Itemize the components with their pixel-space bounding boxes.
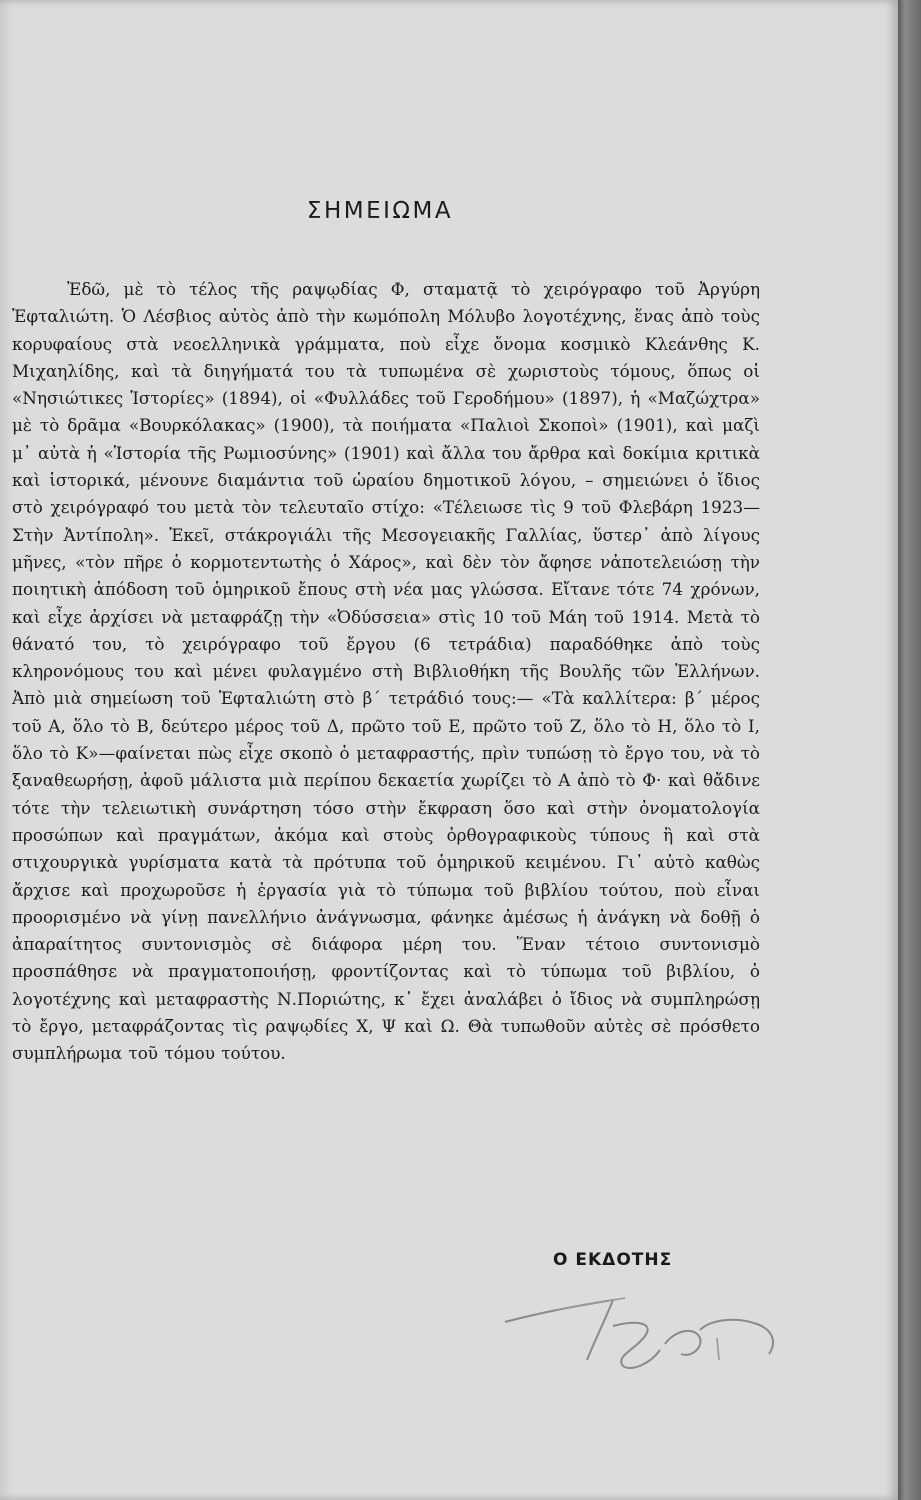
page-edge [898, 0, 921, 1500]
page-title: ΣΗΜΕΙΩΜΑ [306, 198, 454, 224]
handwritten-signature-icon [495, 1280, 785, 1390]
body-paragraph: Ἐδῶ, μὲ τὸ τέλος τῆς ραψῳδίας Φ, σταματᾷ τὸ χειρόγραφο τοῦ Ἀργύρη Ἐφταλιώτη. Ὁ Λέσβιος αὐτὸς ἀπὸ τὴν κωμόπολη Μόλυβο λογοτέχνης, ἕνας ἀπὸ τοὺς κορυφαίους στὰ νεοελληνικὰ γράμματα, ποὺ εἶχε ὄνομα κοσμικὸ Κλεάνθης Κ. Μιχαηλίδης, καὶ τὰ διηγήματά του τὰ τυπωμένα σὲ χωριστοὺς τόμους, ὅπως οἱ «Νησιώτικες Ἱστορίες» (1894), οἱ «Φυλλάδες τοῦ Γεροδήμου» (1897), ἡ «Μαζώχτρα» μὲ τὸ δρᾶμα «Βουρκόλακας» (1900), τὰ ποιήματα «Παλιοὶ Σκοποὶ» (1901), καὶ μαζὶ μ᾿ αὐτὰ ἡ «Ἱστορία τῆς Ρωμιοσύνης» (1901) καὶ ἄλλα του ἄρθρα καὶ δοκίμια κριτικὰ καὶ ἱστορικά, μένουνε διαμάντια τοῦ ὡραίου δημοτικοῦ λόγου, – σημειώνει ὁ ἴδιος στὸ χειρόγραφό του μετὰ τὸν τελευταῖο στίχο: «Τέλειωσε τὶς 9 τοῦ Φλεβάρη 1923—Στὴν Ἀντίπολη». Ἐκεῖ, στάκρογιάλι τῆς Μεσογειακῆς Γαλλίας, ὕστερ᾿ ἀπὸ λίγους μῆνες, «τὸν πῆρε ὁ κορμοτεντωτὴς ὁ Χάρος», καὶ δὲν τὸν ἄφησε νἀποτελειώσῃ τὴν ποιητικὴ ἀπόδοση τοῦ ὁμηρικοῦ ἔπους στὴ νέα μας γλώσσα. Εἴτανε τότε 74 χρόνων, καὶ εἶχε ἀρχίσει νὰ μεταφράζῃ τὴν «Ὀδύσσεια» στὶς 10 τοῦ Μάη τοῦ 1914. Μετὰ τὸ θάνατό του, τὸ χειρόγραφο τοῦ ἔργου (6 τετράδια) παραδόθηκε ἀπὸ τοὺς κληρονόμους του καὶ μένει φυλαγμένο στὴ Βιβλιοθήκη τῆς Βουλῆς τῶν Ἑλλήνων. Ἀπὸ μιὰ σημείωση τοῦ Ἐφταλιώτη στὸ β´ τετράδιό τους:— «Τὰ καλλίτερα: β´ μέρος τοῦ Α, ὅλο τὸ Β, δεύτερο μέρος τοῦ Δ, πρῶτο τοῦ Ε, πρῶτο τοῦ Ζ, ὅλο τὸ Η, ὅλο τὸ Ι, ὅλο τὸ Κ»—φαίνεται πὼς εἶχε σκοπὸ ὁ μεταφραστής, πρὶν τυπώσῃ τὸ ἔργο του, νὰ τὸ ξαναθεωρήσῃ, ἀφοῦ μάλιστα μιὰ περίπου δεκαετία χωρίζει τὸ Α ἀπὸ τὸ Φ· καὶ θἄδινε τότε τὴν τελειωτικὴ συνάρτηση τόσο στὴν ἔκφραση ὅσο καὶ στὴν ὀνοματολογία προσώπων καὶ πραγμάτων, ἀκόμα καὶ στοὺς ὀρθογραφικοὺς τύπους ἢ καὶ στὰ στιχουργικὰ γυρίσματα κατὰ τὰ πρότυπα τοῦ ὁμηρικοῦ κειμένου. Γι᾿ αὐτὸ καθὼς ἄρχισε καὶ προχωροῦσε ἡ ἐργασία γιὰ τὸ τύπωμα τοῦ βιβλίου τούτου, ποὺ εἶναι προορισμένο νὰ γίνῃ πανελλήνιο ἀνάγνωσμα, φάνηκε ἀμέσως ἡ ἀνάγκη νὰ δοθῇ ὁ ἀπαραίτητος συντονισμὸς σὲ διάφορα μέρη του. Ἕναν τέτοιο συντονισμὸ προσπάθησε νὰ πραγματοποιήσῃ, φροντίζοντας καὶ τὸ τύπωμα τοῦ βιβλίου, ὁ λογοτέχνης καὶ μεταφραστὴς Ν.Ποριώτης, κ᾿ ἔχει ἀναλάβει ὁ ἴδιος νὰ συμπληρώσῃ τὸ ἔργο, μεταφράζοντας τὶς ραψῳδίες Χ, Ψ καὶ Ω. Θὰ τυπωθοῦν αὐτὲς σὲ πρόσθετο συμπλήρωμα τοῦ τόμου τούτου. [12, 279, 760, 1064]
publisher-label: Ο ΕΚΔΟΤΗΣ [553, 1250, 673, 1270]
